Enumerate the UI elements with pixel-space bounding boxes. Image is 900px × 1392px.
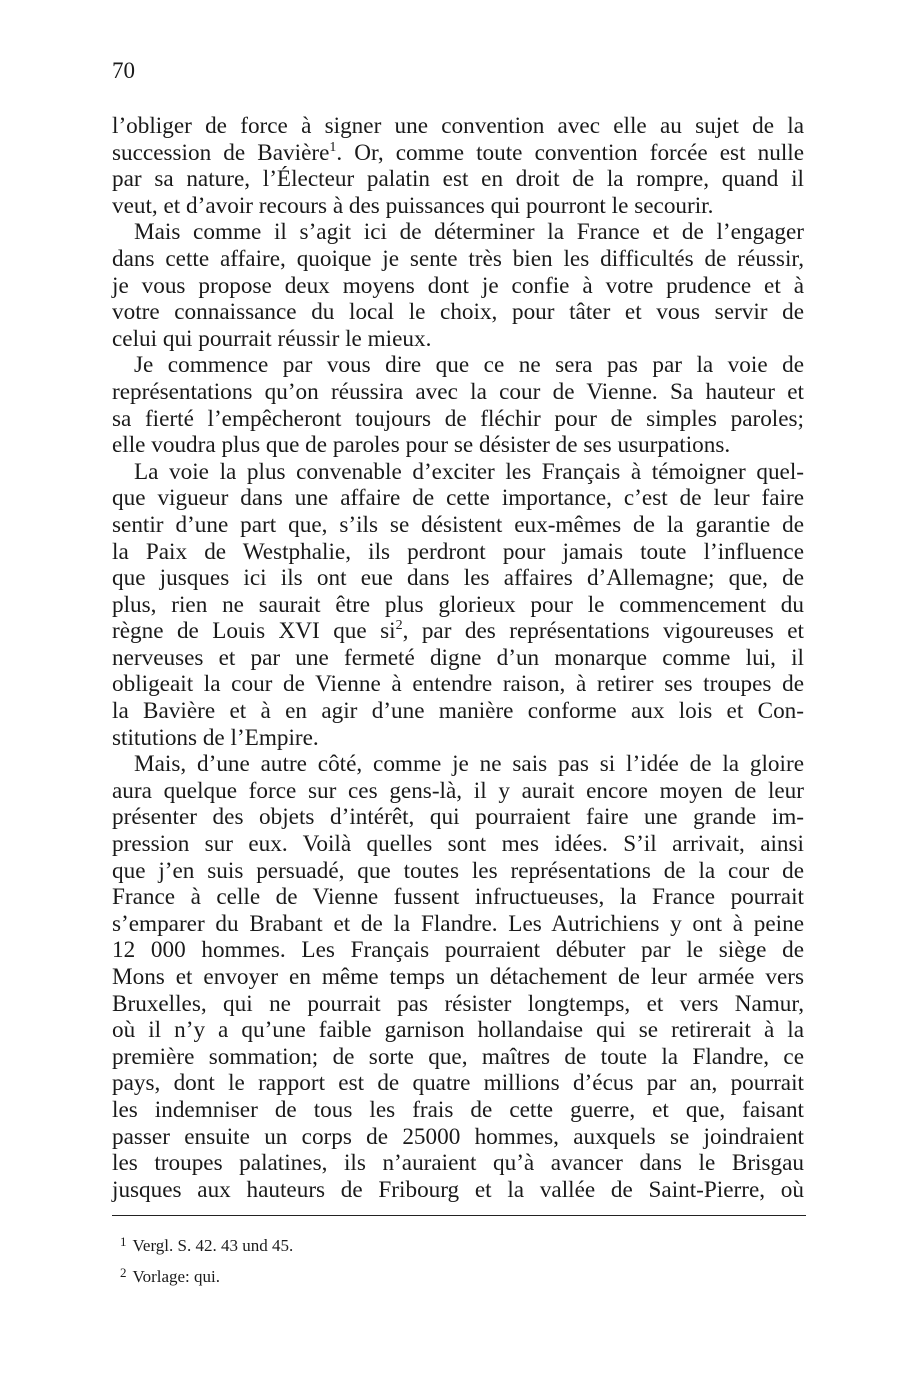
footnote-text: Vorlage: qui.: [132, 1267, 221, 1286]
text-line: la Bavière et à en agir d’une manière conforme aux lois et Con-: [112, 698, 804, 725]
text-line: je vous propose deux moyens dont je confie à votre prudence et à: [112, 272, 804, 299]
text-line: [112, 140, 804, 167]
text-line: présenter des objets d’intérêt, qui pourraient faire une grande im-: [112, 804, 804, 831]
text-line: 12 000 hommes. Les Français pourraient débuter par le siège de: [112, 937, 804, 964]
text-line: France à celle de Vienne fussent infructueuses, la France pourrait: [112, 884, 804, 911]
footnotes: [120, 1228, 293, 1290]
text-line: la Paix de Westphalie, ils perdront pour jamais toute l’influence: [112, 538, 804, 565]
footnote-ref: 1: [329, 139, 337, 155]
text-line: Bruxelles, qui ne pourrait pas résister longtemps, et vers Namur,: [112, 990, 804, 1017]
text-line: que jusques ici ils ont eue dans les affaires d’Allemagne; que, de: [112, 565, 804, 592]
text-line: les indemniser de tous les frais de cette guerre, et que, faisant: [112, 1096, 804, 1123]
text-line: Mais, d’une autre côté, comme je ne sais pas si l’idée de la gloire: [134, 751, 804, 778]
text-line: passer ensuite un corps de 25000 hommes, auxquels se joindraient: [112, 1123, 804, 1150]
text-line: jusques aux hauteurs de Fribourg et la vallée de Saint-Pierre, où: [112, 1176, 804, 1203]
text-line: où il n’y a qu’une faible garnison hollandaise qui se retirerait à la: [112, 1017, 804, 1044]
text-line: dans cette affaire, quoique je sente très bien les difficultés de réussir,: [112, 245, 804, 272]
footnote-text: Vergl. S. 42. 43 und 45.: [132, 1236, 294, 1255]
text-line: [112, 618, 804, 645]
text-segment: succession de Bavière: [112, 139, 330, 166]
footnote: [120, 1259, 293, 1290]
text-line: sa fierté l’empêcheront toujours de fléchir pour de simples paroles;: [112, 405, 804, 432]
footnote-separator: [112, 1215, 806, 1216]
text-line: les troupes palatines, ils n’auraient qu’à avancer dans le Brisgau: [112, 1150, 804, 1177]
text-line: pression sur eux. Voilà quelles sont mes idées. S’il arrivait, ainsi: [112, 831, 804, 858]
footnote-mark: 2: [120, 1265, 127, 1280]
text-line: Mons et envoyer en même temps un détachement de leur armée vers: [112, 964, 804, 990]
text-line: veut, et d’avoir recours à des puissances qui pourront le secourir.: [112, 192, 714, 219]
body-text: [112, 113, 804, 1203]
text-line: Je commence par vous dire que ce ne sera pas par la voie de: [134, 352, 804, 379]
text-line: que vigueur dans une affaire de cette importance, c’est de leur faire: [112, 485, 804, 512]
text-segment: , par des représentations vigoureuses et: [402, 618, 804, 645]
footnote-ref: 2: [395, 618, 403, 634]
text-line: La voie la plus convenable d’exciter les Français à témoigner quel-: [134, 458, 804, 485]
text-line: représentations qu’on réussira avec la cour de Vienne. Sa hauteur et: [112, 378, 804, 405]
text-line: que j’en suis persuadé, que toutes les représentations de la cour de: [112, 857, 804, 884]
text-line: Mais comme il s’agit ici de déterminer la France et de l’engager: [134, 219, 804, 246]
text-line: par sa nature, l’Électeur palatin est en droit de la rompre, quand il: [112, 166, 804, 193]
text-line: elle voudra plus que de paroles pour se désister de ses usurpations.: [112, 432, 731, 459]
footnote: [120, 1228, 293, 1259]
text-segment: règne de Louis XVI que si: [112, 618, 396, 645]
text-line: celui qui pourrait réussir le mieux.: [112, 325, 432, 352]
text-line: pays, dont le rapport est de quatre millions d’écus par an, pourrait: [112, 1070, 804, 1097]
text-line: stitutions de l’Empire.: [112, 724, 319, 751]
text-segment: . Or, comme toute convention forcée est nulle: [336, 139, 805, 166]
text-line: obligeait la cour de Vienne à entendre raison, à retirer ses troupes de: [112, 671, 804, 698]
text-line: aura quelque force sur ces gens-là, il y aurait encore moyen de leur: [112, 777, 804, 804]
text-line: première sommation; de sorte que, maîtres de toute la Flandre, ce: [112, 1043, 804, 1070]
footnote-mark: 1: [120, 1234, 127, 1249]
text-line: plus, rien ne saurait être plus glorieux pour le commencement du: [112, 591, 804, 618]
text-line: s’emparer du Brabant et de la Flandre. Les Autrichiens y ont à peine: [112, 910, 804, 937]
text-line: sentir d’une part que, s’ils se désistent eux-mêmes de la garantie de: [112, 511, 804, 538]
text-line: nerveuses et par une fermeté digne d’un monarque comme lui, il: [112, 644, 804, 671]
page-number: 70: [112, 58, 135, 83]
text-line: votre connaissance du local le choix, pour tâter et vous servir de: [112, 299, 804, 326]
text-line: l’obliger de force à signer une convention avec elle au sujet de la: [112, 113, 804, 139]
